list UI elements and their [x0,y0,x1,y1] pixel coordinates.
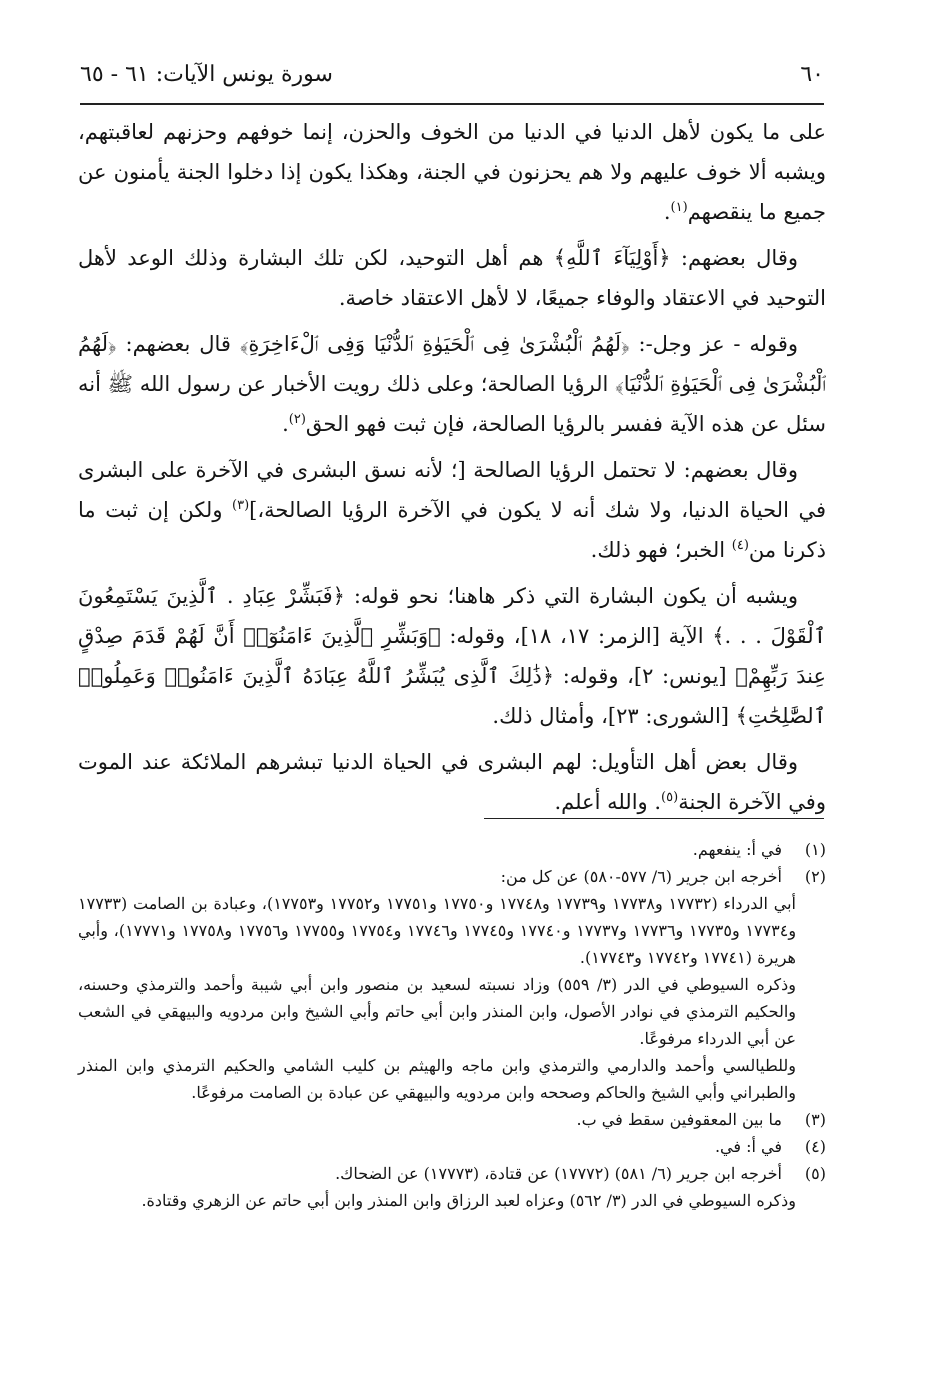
paragraph-text: على ما يكون لأهل الدنيا في الدنيا من الخوف والحزن، إنما خوفهم وحزنهم لعاقبتهم، ويشبه ألا خوف عليهم ولا هم يحزنون في الجنة، وهكذا يكون إذا دخلوا الجنة يأمنون عن جميع ما ينقصهم [78,120,826,224]
footnote-text: وذكره السيوطي في الدر (٣/ ٥٥٩) وزاد نسبته لسعيد بن منصور وابن أبي شيبة وأحمد والترمذي وحسنه، والحكيم الترمذي في نوادر الأصول، وابن المنذر وابن أبي حاتم وأبي الشيخ وابن مردويه والبيهقي في الشعب عن أبي الدرداء مرفوعًا. [78,975,797,1048]
footnote-continuation [78,971,826,1052]
paragraph [78,112,826,232]
paragraph-tail: . [282,412,289,436]
footnote-ref: (٤) [731,538,749,553]
footnote-mark: (٥) [804,1164,826,1183]
footnote-mark: (١) [804,840,826,859]
footnote-text: في أ: في. [714,1137,782,1156]
paragraph-tail: . والله أعلم. [554,790,662,814]
footnote-text: وذكره السيوطي في الدر (٣/ ٥٦٢) وعزاه لعبد الرزاق وابن المنذر وابن أبي حاتم عن الزهري وقتادة. [141,1191,796,1210]
paragraph [78,324,826,444]
running-title: سورة يونس الآيات: ٦١ - ٦٥ [80,62,333,87]
footnote [78,1133,826,1160]
footnote [78,863,826,890]
footnote-mark: (٢) [804,867,826,886]
paragraph-tail: . [663,200,671,224]
footnote-mark: (٤) [804,1137,826,1156]
footnote-continuation [78,1052,826,1106]
footnote-ref: (٣) [232,498,250,513]
footnote [78,1106,826,1133]
paragraph-text: ويشبه أن يكون البشارة التي ذكر هاهنا؛ نحو قوله: ﴿فَبَشِّرْ عِبَادِ . ٱلَّذِينَ يَسْتَمِعُونَ ٱلْقَوْلَ . . .﴾ الآية [الزمر: ١٧، ١٨]، وقوله: ﴿وَبَشِّرِ ٱلَّذِينَ ءَامَنُوٓا۟ أَنَّ لَهُمْ قَدَمَ صِدْقٍ عِندَ رَبِّهِمْ﴾ [يونس: ٢]، وقوله: ﴿ذَٰلِكَ ٱلَّذِى يُبَشِّرُ ٱللَّهُ عِبَادَهُ ٱلَّذِينَ ءَامَنُوا۟ وَعَمِلُوا۟ ٱلصَّٰلِحَٰتِ﴾ [الشورى: ٢٣]، وأمثال ذلك. [78,584,827,728]
footnote [78,1160,826,1187]
paragraph [78,238,826,318]
footnote-text: أبي الدرداء (١٧٧٣٢ و١٧٧٣٨ و١٧٧٣٩ و١٧٧٤٨ و١٧٧٥٠ و١٧٧٥١ و١٧٧٥٢ و١٧٧٥٣)، وعبادة بن الصامت (١٧٧٣٣ و١٧٧٣٤ و١٧٧٣٥ و١٧٧٣٦ و١٧٧٣٧ و١٧٧٤٠ و١٧٧٤٥ و١٧٧٤٦ و١٧٧٥٤ و١٧٧٥٥ و١٧٧٥٦ و١٧٧٥٨ و١٧٧٧١)، وأبي هريرة (١٧٧٤١ و١٧٧٤٢ و١٧٧٤٣). [78,894,797,967]
paragraph-tail: الخبر؛ فهو ذلك. [590,538,732,562]
footnote-text: وللطيالسي وأحمد والدارمي والترمذي وابن ماجه والهيثم بن كليب الشامي والحكيم الترمذي وابن المنذر والطبراني وأبي الشيخ والحاكم وصححه وابن مردويه والبيهقي عن عبادة بن الصامت مرفوعًا. [78,1056,796,1102]
paragraph [78,576,826,736]
footnote-continuation [78,890,826,971]
footnotes [78,836,826,1214]
footnote-text: أخرجه ابن جرير (٦/ ٥٨١) (١٧٧٧٢) عن قتادة، (١٧٧٧٣) عن الضحاك. [335,1164,782,1183]
footnote-ref: (٢) [288,412,306,427]
paragraph [78,742,826,822]
page-number: ٦٠ [800,62,824,87]
header-divider [80,103,824,105]
paragraph-text: ولكن إن ثبت ما ذكرنا من [78,498,826,562]
main-text [78,112,826,828]
page-header [80,58,824,98]
paragraph-text: وقال بعضهم: ﴿أَوْلِيَآءَ ٱللَّهِ﴾ هم أهل التوحيد، لكن تلك البشارة وذلك الوعد لأهل التوحيد في الاعتقاد والوفاء جميعًا، لا لأهل الاعتقاد خاصة. [78,246,826,310]
footnote [78,836,826,863]
paragraph-text: وقوله - عز وجل-: ﴿لَهُمُ ٱلْبُشْرَىٰ فِى ٱلْحَيَوٰةِ ٱلدُّنْيَا وَفِى ٱلْءَاخِرَةِ﴾ قال بعضهم: ﴿لَهُمُ ٱلْبُشْرَىٰ فِى ٱلْحَيَوٰةِ ٱلدُّنْيَا﴾ الرؤيا الصالحة؛ وعلى ذلك رويت الأخبار عن رسول الله ﷺ أنه سئل عن هذه الآية ففسر بالرؤيا الصالحة، فإن ثبت فهو الحق [78,332,826,436]
footnote-divider [484,818,824,819]
footnote-ref: (٥) [661,790,679,805]
footnote-continuation [78,1187,826,1214]
footnote-ref: (١) [670,200,688,215]
footnote-text: أخرجه ابن جرير (٦/ ٥٧٧-٥٨٠) عن كل من: [500,867,782,886]
footnote-text: ما بين المعقوفين سقط في ب. [576,1110,782,1129]
paragraph-text: وقال بعض أهل التأويل: لهم البشرى في الحياة الدنيا تبشرهم الملائكة عند الموت وفي الآخرة الجنة [78,750,826,814]
paragraph-text: وقال بعضهم: لا تحتمل الرؤيا الصالحة [؛ لأنه نسق البشرى في الآخرة على البشرى في الحياة الدنيا، ولا شك أنه لا يكون في الآخرة الرؤيا الصالحة،] [78,458,827,522]
footnote-text: في أ: ينفعهم. [692,840,782,859]
paragraph [78,450,826,570]
footnote-mark: (٣) [804,1110,826,1129]
